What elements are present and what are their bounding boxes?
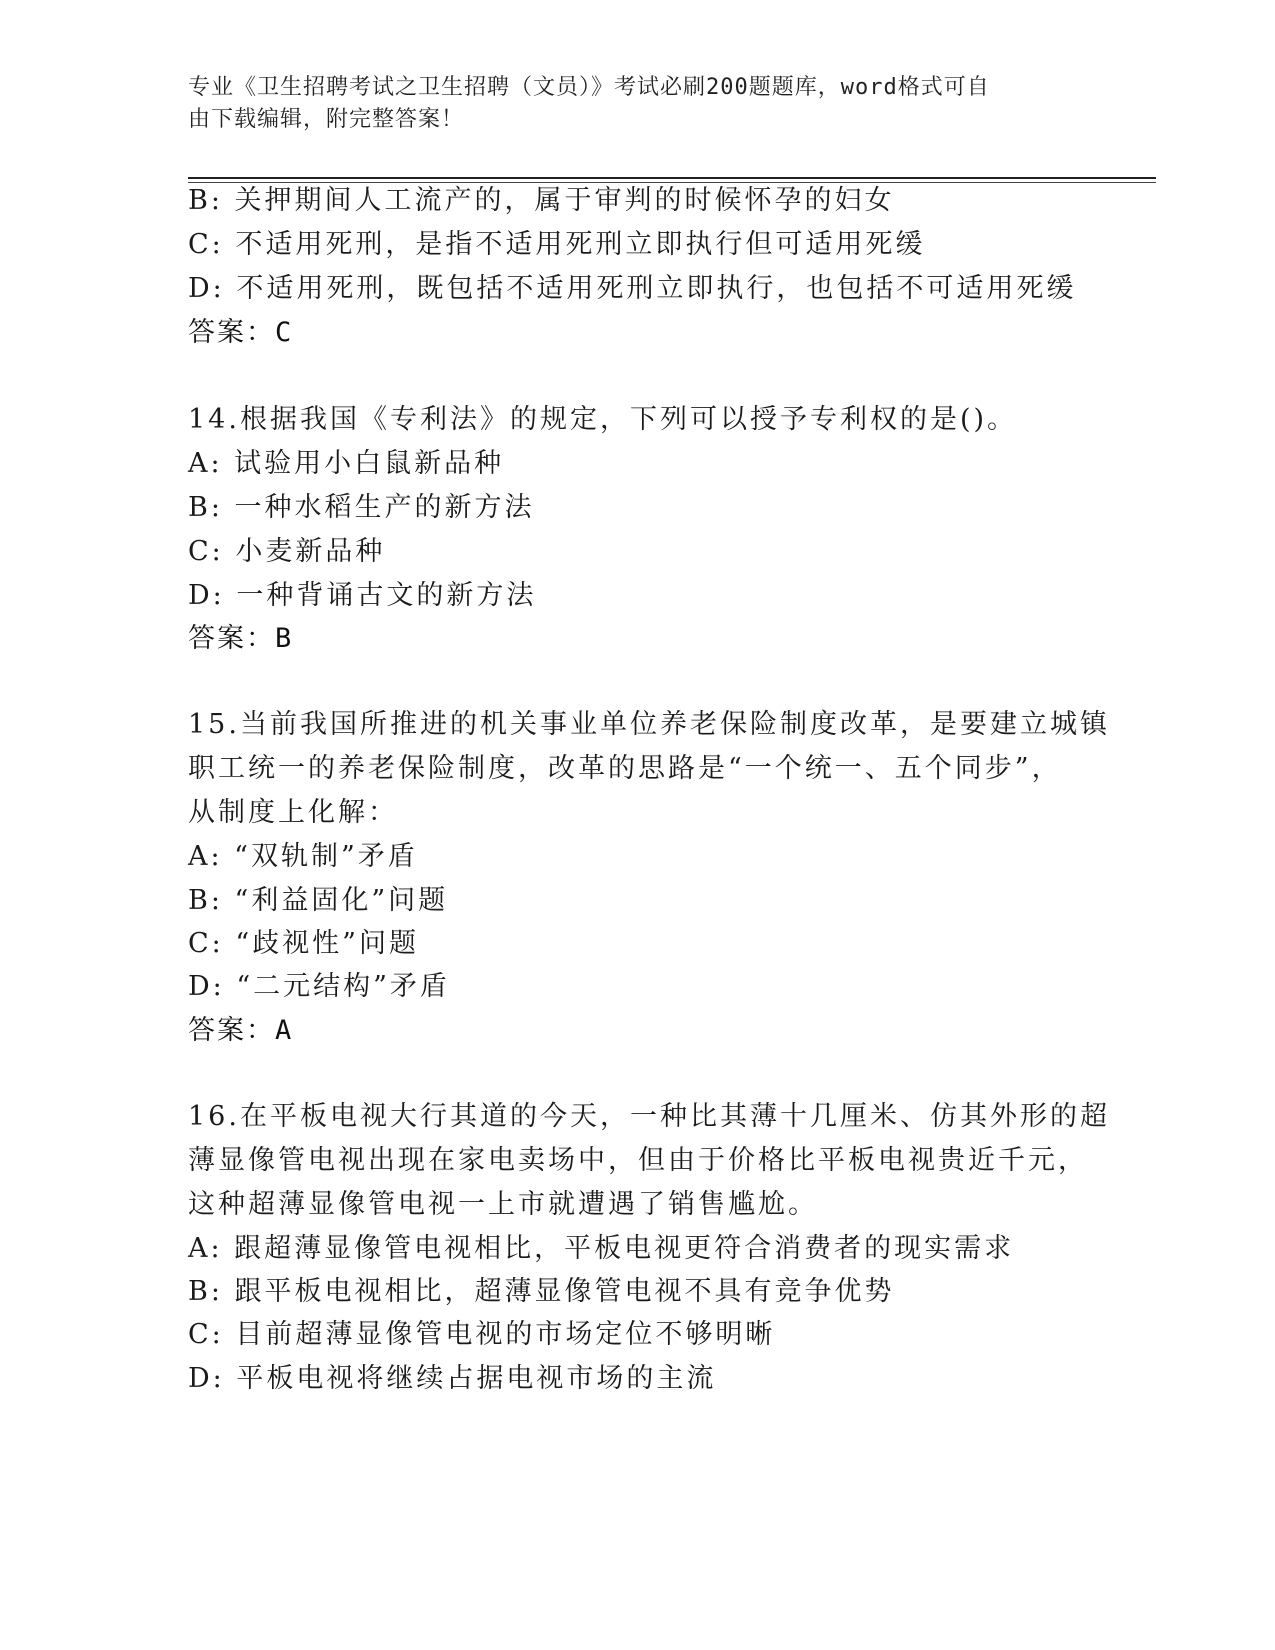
q15-option-c: C: “歧视性”问题: [188, 928, 419, 959]
q14-option-b: B: 一种水稻生产的新方法: [188, 492, 535, 523]
q15-stem-line-2: 职工统一的养老保险制度，改革的思路是“一个统一、五个同步”，: [188, 753, 1062, 784]
answer-value: A: [275, 1015, 294, 1046]
header-line-2: 由下载编辑，附完整答案！: [188, 107, 465, 132]
q15-option-d: D: “二元结构”矛盾: [188, 971, 450, 1002]
header-line-1: 专业《卫生招聘考试之卫生招聘（文员）》考试必刷200题题库，word格式可自: [188, 75, 990, 100]
q16-stem-line-2: 薄显像管电视出现在家电卖场中，但由于价格比平板电视贵近千元，: [188, 1145, 1088, 1176]
q15-option-b: B: “利益固化”问题: [188, 885, 449, 916]
q15-stem-line-3: 从制度上化解：: [188, 797, 398, 828]
q14-option-c: C: 小麦新品种: [188, 536, 386, 567]
q16-option-b: B: 跟平板电视相比，超薄显像管电视不具有竞争优势: [188, 1276, 895, 1307]
q16-stem-line-1: 16.在平板电视大行其道的今天，一种比其薄十几厘米、仿其外形的超: [188, 1101, 1110, 1132]
q16-option-d: D: 平板电视将继续占据电视市场的主流: [188, 1363, 717, 1394]
q13-option-c: C: 不适用死刑，是指不适用死刑立即执行但可适用死缓: [188, 229, 926, 260]
q16-option-c: C: 目前超薄显像管电视的市场定位不够明晰: [188, 1319, 776, 1350]
q14-option-a: A: 试验用小白鼠新品种: [188, 448, 505, 479]
q16-stem-line-3: 这种超薄显像管电视一上市就遭遇了销售尴尬。: [188, 1189, 818, 1220]
answer-label: 答案：: [188, 1015, 275, 1046]
q14-answer: [188, 622, 293, 656]
q14-stem-line: 14.根据我国《专利法》的规定，下列可以授予专利权的是()。: [188, 404, 1018, 435]
q15-stem-line-1: 15.当前我国所推进的机关事业单位养老保险制度改革，是要建立城镇: [188, 709, 1110, 740]
document-header: [188, 72, 1068, 136]
q13-option-d: D: 不适用死刑，既包括不适用死刑立即执行，也包括不可适用死缓: [188, 273, 1077, 304]
header-divider: [188, 177, 1156, 179]
answer-value: B: [275, 623, 294, 654]
q13-option-b: B: 关押期间人工流产的，属于审判的时候怀孕的妇女: [188, 185, 895, 216]
q15-answer: [188, 1014, 293, 1048]
header-divider-thin: [188, 182, 1156, 183]
q15-option-a: A: “双轨制”矛盾: [188, 841, 418, 872]
answer-value: C: [275, 317, 294, 348]
q16-option-a: A: 跟超薄显像管电视相比，平板电视更符合消费者的现实需求: [188, 1233, 1015, 1264]
answer-label: 答案：: [188, 317, 275, 348]
q13-answer: [188, 316, 293, 350]
answer-label: 答案：: [188, 623, 275, 654]
q14-option-d: D: 一种背诵古文的新方法: [188, 580, 537, 611]
